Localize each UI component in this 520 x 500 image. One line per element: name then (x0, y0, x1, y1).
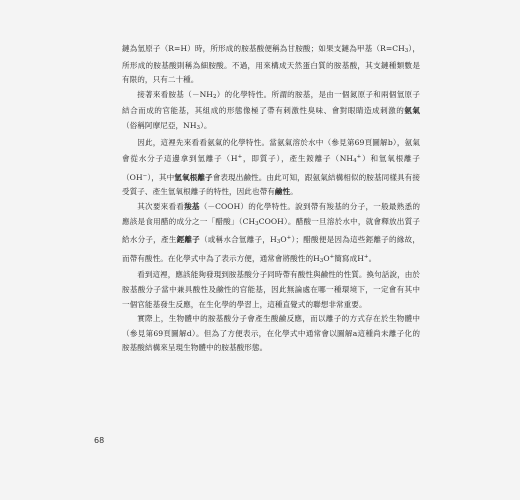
text-sub: 3 (276, 239, 281, 246)
text-sub: 3 (196, 124, 201, 131)
text-run: 其次要來看看 (137, 201, 185, 211)
text-sub: 3 (255, 220, 259, 227)
paragraph (122, 312, 420, 356)
text-sub: 2 (212, 93, 217, 100)
text-run: ）；醋酸便是因為這些鋞離子的緣故，而帶有酸性。在化學式中為了表示方便，通常會將酸性的H (122, 235, 420, 263)
text-run: （或稱水合氫離子，H (199, 235, 277, 245)
body-text (122, 42, 420, 356)
text-bold: 鋞離子 (176, 235, 200, 245)
paragraph (122, 268, 420, 312)
text-sup: + (329, 253, 335, 260)
text-sup: + (363, 253, 369, 260)
text-run: ，即質子），產生銨離子（NH (242, 154, 354, 164)
text-run: 簡寫成H (334, 253, 364, 263)
text-sup: + (356, 154, 362, 161)
text-sub: 3 (319, 257, 324, 264)
text-run: O (280, 235, 287, 245)
text-run: ）和氫氧根離子（OH (122, 154, 420, 182)
text-run: O (323, 253, 330, 263)
text-run: 。 (368, 253, 377, 263)
paragraph (122, 42, 420, 88)
text-run: 因此，這裡先來看看氨氣的化學特性。當氨氣溶於水中（參見第69頁圖解b），氨氣會從水分子這邊拿到氫離子（H (122, 137, 420, 164)
page-number: 68 (94, 436, 105, 445)
text-sub: 4 (353, 158, 357, 165)
text-bold: 氫氧根離子 (174, 172, 213, 182)
text-run: 鏈為氫原子（R=H）時，所形成的胺基酸便稱為甘胺酸；如果支鏈為甲基（R=CH (122, 44, 405, 53)
text-run: （俗稱阿摩尼亞，NH (122, 120, 197, 130)
paragraph (122, 88, 420, 136)
text-sup: − (142, 172, 148, 179)
text-run: ），其中 (147, 172, 175, 182)
text-bold: 氨氣 (404, 106, 420, 116)
text-bold: 鹼性 (274, 187, 291, 197)
text-sup: + (237, 154, 243, 161)
text-run: 接著來看胺基（－NH (137, 89, 213, 99)
text-run: COOH）。醋酸一旦溶於水中，就會釋放出質子給水分子，產生 (122, 216, 421, 245)
text-run: （－COOH）的化學特性。說到帶有羧基的分子，一般最熟悉的應該是食用醋的成分之一「醋酸」（CH (122, 201, 420, 226)
text-bold: 羧基 (184, 201, 200, 211)
text-run: 實際上，生物體中的胺基酸分子會產生酸鹼反應，而以離子的方式存在於生物體中（參見第69頁圖解d）。但為了方便表示，在化學式中通常會以圖解a這種尚未離子化的胺基酸結構來呈現生物體中的胺基酸形態。 (122, 314, 420, 353)
text-run: ），所形成的胺基酸則稱為細胺酸。不過，用來構成天然蛋白質的胺基酸，其支鏈種類數是有限的，只有二十種。 (122, 44, 420, 85)
paragraph (122, 200, 420, 268)
text-run: ）的化學特性。所謂的胺基，是由一個氮原子和兩個氫原子結合而成的官能基，其組成的形態像極了帶有刺激性臭味、會對眼睛造成刺激的 (122, 89, 420, 116)
text-sub: 3 (404, 48, 409, 54)
text-run: ）。 (200, 120, 212, 130)
text-run: 。 (290, 187, 298, 197)
text-run: 看到這裡，應該能夠發現到胺基酸分子同時帶有酸性與鹼性的性質。換句話說，由於胺基酸分子當中兼具酸性及鹼性的官能基，因此無論處在哪一種環境下，一定會有其中一個官能基發生反應，在生化學的學習上，這種直覺式的聯想非常重要。 (122, 270, 421, 309)
text-run: 會表現出鹼性。由此可知，跟氨氣結構相似的胺基同樣具有接受質子、產生氫氧根離子的特性，因此也帶有 (122, 172, 421, 197)
text-sup: + (286, 235, 292, 242)
paragraph (122, 136, 420, 200)
